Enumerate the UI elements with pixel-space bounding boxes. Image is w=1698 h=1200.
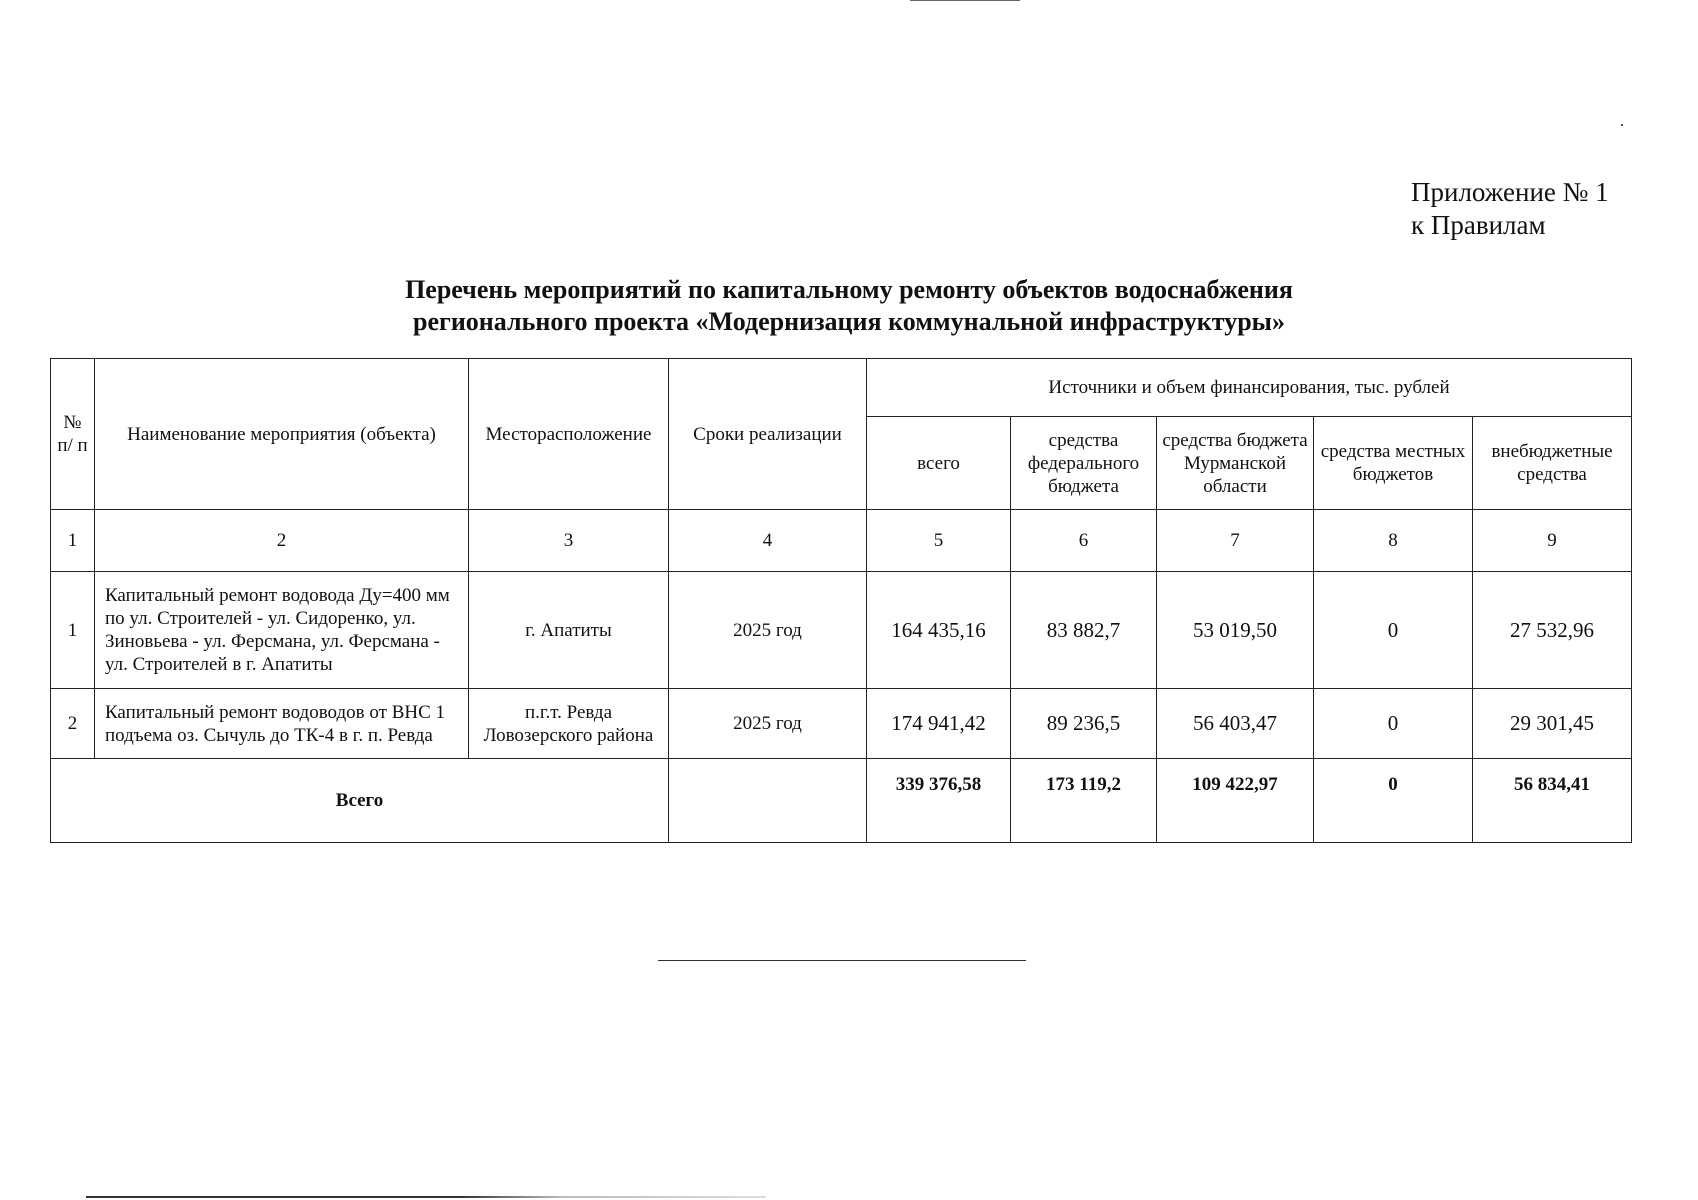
header-local: средства местных бюджетов xyxy=(1314,417,1473,510)
end-separator-line xyxy=(658,960,1026,961)
row-local: 0 xyxy=(1314,689,1473,759)
row-name: Капитальный ремонт водоводов от ВНС 1 подъема оз. Сычуль до ТК-4 в г. п. Ревда xyxy=(95,689,469,759)
row-total: 174 941,42 xyxy=(867,689,1011,759)
header-number: № п/ п xyxy=(51,359,95,510)
column-number: 1 xyxy=(51,510,95,572)
column-number: 3 xyxy=(469,510,669,572)
appendix-line-1: Приложение № 1 xyxy=(1411,177,1609,207)
column-number: 7 xyxy=(1157,510,1314,572)
document-title xyxy=(0,274,1698,338)
table-row xyxy=(51,689,1632,759)
row-regional: 53 019,50 xyxy=(1157,572,1314,689)
header-regional: средства бюджета Мурманской области xyxy=(1157,417,1314,510)
totals-row xyxy=(51,759,1632,843)
totals-period xyxy=(669,759,867,843)
appendix-line-2: к Правилам xyxy=(1411,210,1546,240)
table-row xyxy=(51,572,1632,689)
row-federal: 83 882,7 xyxy=(1011,572,1157,689)
row-location: п.г.т. Ревда Ловозерского района xyxy=(469,689,669,759)
appendix-note xyxy=(1411,176,1609,242)
header-extrabudget: внебюджетные средства xyxy=(1473,417,1632,510)
row-period: 2025 год xyxy=(669,689,867,759)
column-number: 4 xyxy=(669,510,867,572)
column-number-row xyxy=(51,510,1632,572)
header-federal: средства федерального бюджета xyxy=(1011,417,1157,510)
header-name: Наименование мероприятия (объекта) xyxy=(95,359,469,510)
funding-table xyxy=(50,358,1632,843)
column-number: 6 xyxy=(1011,510,1157,572)
row-number: 1 xyxy=(51,572,95,689)
header-total: всего xyxy=(867,417,1011,510)
scan-artifact-dot xyxy=(1621,124,1623,126)
header-period: Сроки реализации xyxy=(669,359,867,510)
row-extrabudget: 27 532,96 xyxy=(1473,572,1632,689)
scan-artifact-top-line xyxy=(910,0,1020,1)
row-location: г. Апатиты xyxy=(469,572,669,689)
totals-regional: 109 422,97 xyxy=(1157,759,1314,843)
row-period: 2025 год xyxy=(669,572,867,689)
scan-artifact-bottom-line xyxy=(86,1196,766,1198)
column-number: 9 xyxy=(1473,510,1632,572)
row-total: 164 435,16 xyxy=(867,572,1011,689)
row-local: 0 xyxy=(1314,572,1473,689)
document-title-line-2: регионального проекта «Модернизация коммунальной инфраструктуры» xyxy=(413,307,1285,336)
totals-federal: 173 119,2 xyxy=(1011,759,1157,843)
totals-total: 339 376,58 xyxy=(867,759,1011,843)
column-number: 2 xyxy=(95,510,469,572)
totals-label: Всего xyxy=(51,759,669,843)
header-location: Месторасположение xyxy=(469,359,669,510)
row-extrabudget: 29 301,45 xyxy=(1473,689,1632,759)
column-number: 5 xyxy=(867,510,1011,572)
row-number: 2 xyxy=(51,689,95,759)
row-regional: 56 403,47 xyxy=(1157,689,1314,759)
totals-local: 0 xyxy=(1314,759,1473,843)
row-name: Капитальный ремонт водовода Ду=400 мм по ул. Строителей - ул. Сидоренко, ул. Зиновьева - ул. Ферсмана, ул. Ферсмана - ул. Строителей в г. Апатиты xyxy=(95,572,469,689)
row-federal: 89 236,5 xyxy=(1011,689,1157,759)
totals-extrabudget: 56 834,41 xyxy=(1473,759,1632,843)
header-funding-group: Источники и объем финансирования, тыс. рублей xyxy=(867,359,1632,417)
document-title-line-1: Перечень мероприятий по капитальному ремонту объектов водоснабжения xyxy=(405,275,1293,304)
column-number: 8 xyxy=(1314,510,1473,572)
